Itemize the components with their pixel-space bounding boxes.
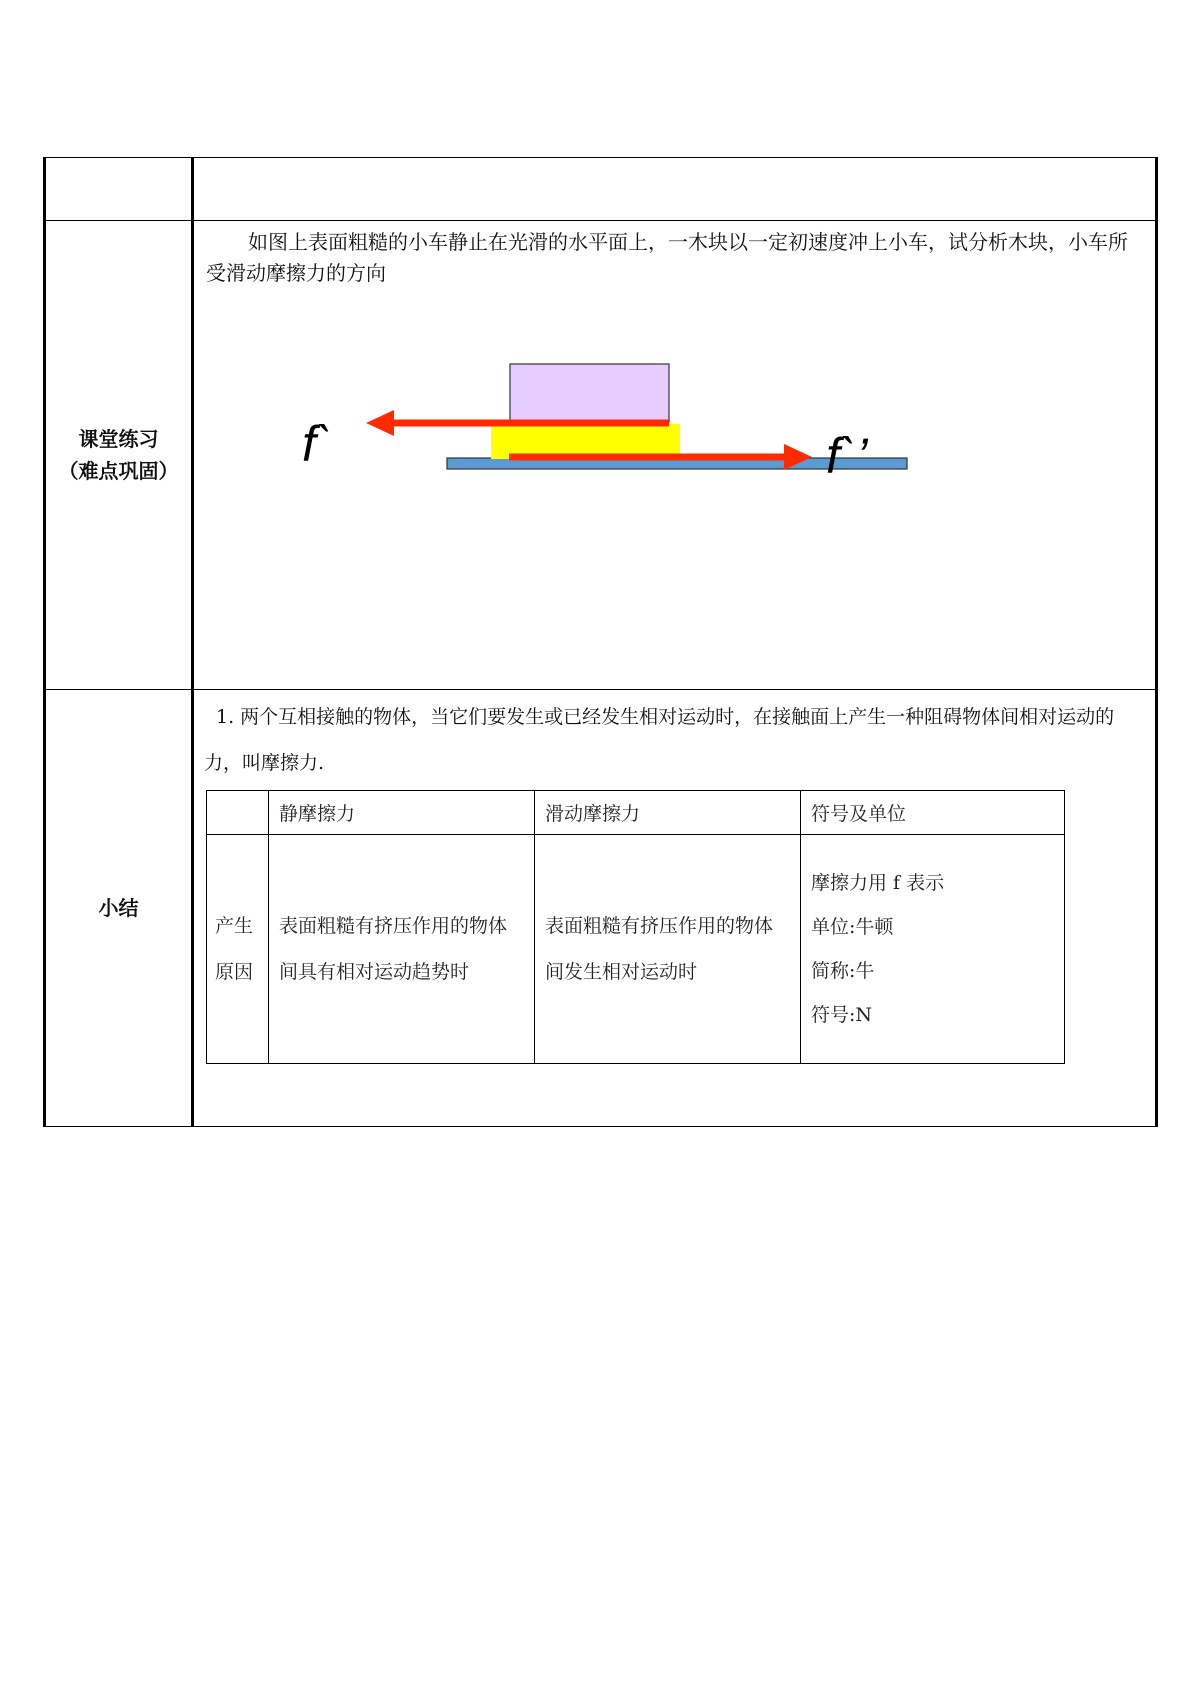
block-friction-arrowhead xyxy=(366,410,394,436)
summary-label-text: 小结 xyxy=(98,896,139,920)
friction-definition: 1. 两个互相接触的物体，当它们要发生或已经发生相对运动时，在接触面上产生一种阻碍物体间相对运动的力，叫摩擦力. xyxy=(204,706,1115,774)
static-friction-cause: 表面粗糙有挤压作用的物体间具有相对运动趋势时 xyxy=(269,835,535,1064)
table-header-empty xyxy=(207,791,269,835)
practice-label-title: 课堂练习 xyxy=(78,427,159,451)
question-text: 如图上表面粗糙的小车静止在光滑的水平面上，一木块以一定初速度冲上小车，试分析木块，小车所受滑动摩擦力的方向 xyxy=(206,230,1128,285)
cause-label: 产生原因 xyxy=(207,835,269,1064)
wood-block xyxy=(510,364,669,422)
practice-label xyxy=(45,221,193,690)
summary-label xyxy=(45,690,193,1127)
table-header-units: 符号及单位 xyxy=(801,791,1065,835)
summary-content xyxy=(193,690,1157,1127)
block-friction-label: f` xyxy=(302,416,333,472)
practice-label-subtitle: （难点巩固） xyxy=(58,459,179,483)
friction-comparison-table xyxy=(206,790,1065,1064)
unit-short-line: 简称:牛 xyxy=(811,960,875,982)
table-header-static: 静摩擦力 xyxy=(269,791,535,835)
lesson-table xyxy=(43,157,1158,1127)
cart-friction-label: f`’ xyxy=(826,428,868,484)
practice-content xyxy=(193,221,1157,690)
empty-content-cell xyxy=(193,158,1157,221)
unit-abbrev-line: 符号:N xyxy=(811,1004,873,1026)
units-cell xyxy=(801,835,1065,1064)
empty-label-cell xyxy=(45,158,193,221)
unit-name-line: 单位:牛顿 xyxy=(811,916,894,938)
unit-symbol-line: 摩擦力用 f 表示 xyxy=(811,872,945,894)
sliding-friction-cause: 表面粗糙有挤压作用的物体间发生相对运动时 xyxy=(535,835,801,1064)
friction-diagram-svg xyxy=(194,289,1156,689)
friction-diagram xyxy=(194,289,1155,689)
table-header-sliding: 滑动摩擦力 xyxy=(535,791,801,835)
